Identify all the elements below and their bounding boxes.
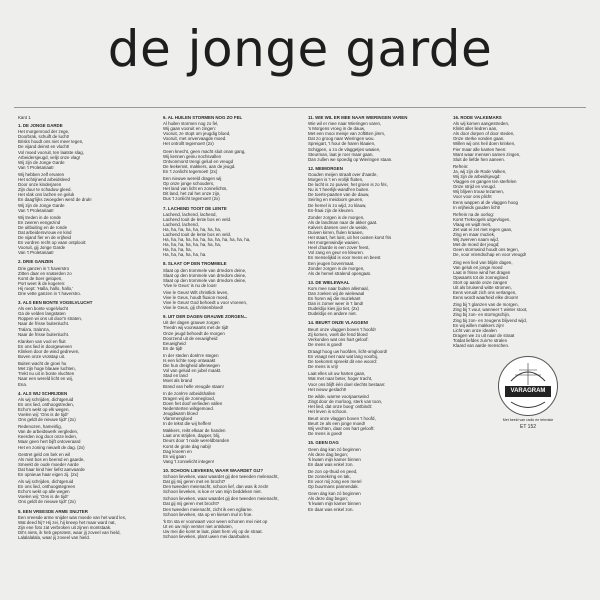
song-block [453, 115, 588, 348]
song-stanza: Het morgenrood der zege, Doorbrak, schuift de lucht! Brisks houdt ons niet meer tegen, De vijand deinst en vlucht! Vol moed vooruit, ten laatste slag, Arbeidersjeugd, velijt onze vlag! Wij zijn de Jonge Garde Van 't Proletariaat! [18, 129, 84, 170]
song-title: 15. GEEN DAG [308, 440, 339, 446]
song-stanza: Als wij schrijden, dichtgeruid En ons lied, onthoogstreden, Echo's wekt op elk wegen, Voelen wij: 'Ons is de tijd!' Ons geldt de nieuwe tijd!' (2x) [18, 396, 76, 423]
song-stanza: Draagt hoog uw hoofden, licht-omgloord! En vraagt niet naar wat lang voorbij, De toekomst spreekt dit ene woord: De mens is vrij! [308, 348, 388, 370]
song-stanza: Geen dag kan zó beginnen Als deze dag begon; 'k kwam mijn kamer binnen En daar was enkel zon. [308, 446, 361, 467]
song-stanza: Zing een lied van blijde dagen, Van geluk en jonge moed Laat in frisse wind het dragen Opwaarts tot de zonnegloed Stort op aarde onze zangen Uit als bruisend witte stromen, Eens veruult zich ons verlangen, Eens wordt waarheid elke droom! [453, 259, 519, 301]
song-block [18, 391, 153, 505]
catalog-number: ET 152 [519, 424, 537, 431]
song-title: 7. LACHEND TOOIT DE LENTE [163, 205, 227, 211]
song-stanza: Makkers, reikt elkaar de handen Laat ons strijden, dapper, blij, Deurs door 't node wereldbranden Komt de grote dag nabij! Dag kroeën en En wij gaan Vang 't zonnelicht integen! [163, 428, 230, 464]
lyrics-column-1 [18, 115, 153, 593]
song-title: 16. RODE VALKEMARS [453, 115, 502, 120]
song-stanza: Laat elles uit uw harten gaan, Wat met naar beter, hoger tracht, Voor ons blijft één doel slechts bestaan: Het nieuw geslacht! [308, 371, 386, 392]
logo-wordmark: VARAGRAM [505, 386, 551, 397]
song-title: 14. BEURT ONZE VLAGGEN! [308, 320, 369, 326]
song-stanza: Een nieuwe wereld dragen wij Op onze jonge schouders, Het land van licht en zonnelichtn, Dit land, het zal het onze zijn, Dus 't zonlicht tegemoet! (2x) [163, 176, 228, 202]
record-label-block [493, 356, 563, 430]
song-stanza: Gestret geld om bek en wil Als mist bos en beemd en gaarde, Smeekt de oude moeder Aarde Dat haar kind hier liefst aanvaarde En opnieuw haar eigen zij. (2x) [18, 451, 85, 477]
song-stanza: Kom mee naar buiten allemaal, Dan zoeken wij de wielewaal En horen wij die muziekant Dan is zomer weer in 't land! Dudeldijo kies jijo tiet, (2x) Dudeldijo en andere niet. [308, 285, 369, 317]
song-block [163, 261, 298, 310]
song-block [163, 314, 298, 464]
song-stanza: Als een bonte vogelvlucht Ga de velden langstaten Roppen wi ons uit door'n straten, Naar de frisse buitenlucht. Trala'a, trala'a'a, Naar de frisse buitenlucht. [18, 306, 83, 337]
column-songs [308, 115, 443, 512]
lyrics-columns [18, 115, 588, 593]
logo-subtitle: Met beeld van radio en televisie [502, 418, 554, 423]
album-title: de jonge garde [107, 20, 493, 78]
song-block [308, 320, 443, 436]
song-title: 6. AL HUILEN STORMEN NOG ZO FEL [163, 115, 243, 120]
song-stanza: Gouden meijen straalt over d'aarde, Morgen is 't en vrolijk fluiten, De lucht is zo puivier, het groen is zo fris, Nu is 't heerlijk-wandl'en buiten. De toerts-paarten van de dauw, Seiring en meidoorn geuren, De hemel is zo wijd, zo klauw, En-fraai zijn de kleuren. [308, 171, 388, 213]
song-block [308, 440, 443, 511]
song-stanza: Lachend, lachend, lachend, Lachend tooit de lente bos en veld. Lachend, lachend, Ha, ha, ha, ha, ha, ha, ha, ha, Lachend tooit de lente bos en veld. Ha, ha, ha, ha, ha, ha, ha, ha, ha, ha, ha, ha, Ha, ha, ha, ha, ha, ha, ha, ha, Ha, ha, ha, ha, Ha, ha, ha, ha, ha, ha. [163, 211, 251, 258]
song-block [308, 115, 443, 162]
song-stanza: Zonder zorgen is de morgen, Als de landman naar de akker gaat. Kalvers dansen over de weide, Duiven kirren, flulen kraaien, Het staart, het luist, uit het oosten komt fris Het morgenwindje waaien. Heel d'aarde is een zover feest, Vol zang en geur en kleuren. En menselijkid is voor mens en beest Een jeugen bovenmaat. Zonder zorgen is de morgen, Als de hemel stralend opengaat. [308, 214, 392, 276]
song-stanza: Wie wil er mee naar Wieringen varen, 's Morgens vroeg in de dauw, Met een mooi meisje van zoftitten jimm, Dat zo groog naar Wieringen wou. Spreigart, 't hour de haren klaaien, Schigpen, u zo de vlaggetjes waaien, Steurman, laat je roer maar gaan, Dan zullen we spoedig op Wieringen staan. [308, 121, 393, 162]
song-stanza: In der steden donk're stegen Is een lichte roep ontwaakt Die hun dreigheid allerwegen Vol van geluid en jubel maakt. Stad en land Moet als brand Brand van helle vreugde staan! [163, 352, 224, 389]
song-block [163, 206, 298, 258]
song-stanza: Refrein na de oorlog: Komt Trekvogels uitgevlogen, Vlaag en wijdt meit, Zet wat ei zet met regen gaan, Zing en maar muziek, Wij zwerven naam wijd, Met de moed der jeugd; Geen stormwind houdt ons tegen, De, voor vriendschap en voor vreugd! [453, 211, 527, 258]
song-block [308, 280, 443, 317]
song-title: 11. WIE WIL ER MEE NAAR WIERINGEN VAREN [308, 115, 408, 120]
song-block [18, 259, 153, 296]
song-stanza: Geen knecht, geen macht sluit onan gang, Wij kennen geinu nochsvallen Ontvonmorst trengi gelud en vreugd De leekemst, makkers, aan de jeugd. En 't zonlicht tegemoet! (2x) [163, 148, 246, 174]
song-stanza: In de zonk're arbeidshallen Dragen wij de zonneglood, Doen het doof verlieden vallen Nedersterten wilsgemoed. Jeugdwarm bloed Vlammengloed In de tekst die wij heffen! [163, 390, 223, 427]
song-title: 3. ALS EEN BONTE VOGELVLUCHT [18, 300, 93, 306]
header-rule [14, 107, 586, 108]
song-title: 10. SCHOON LIEVEKEN, WAAR WAARDET GIJ? [163, 467, 264, 473]
song-stanza: De wilde, warme voorjaarswind Zingt door de morloog, sterk van toon, Het lied, dat onze boeg' ontbindt: Het leven is schoon. [308, 393, 383, 414]
song-title: 12. MEIMORGEN [308, 165, 343, 171]
song-stanza: 'k En sta er voorwaar! voor ween schonen mei niet op Ut en uw mijn verster niet ontsluten, Uw mei die komt te laat, plant hem vrij op de straat. Schoon lieveken, plant uwen mei daarbuiten. [163, 518, 268, 540]
song-stanza: Buiten wacht de groei hu Met zijn hoge blauwe luchten, Trekt nu uit in bonte vluchten Naar een wereld licht en wij, Ena. [18, 361, 76, 387]
song-title: 9. UIT DER DAGEN GRAUWE ZORGEN... [163, 314, 248, 320]
song-stanza: Beurt onze vlaggen boven 't hoofd! Zij komen, voelt die fend bloed Verkonden wat ons hart geloof: De mens is goed! [308, 326, 376, 347]
song-stanza: Beurt onze vlaggen boven 't hoofd, Beurt ze als een jonge moed! Wij vechten, daar ons hart gelooft: De mens is goed! [308, 416, 376, 437]
song-stanza: Een vreesde arme snijder was moede van het ward les, Wat deed hij? Hij zei, hij kneep het maar ward nat, Zijn ene foto zat verbroken uit zijnen montstaak. Dit's niets, ik heb geprotest, waar jij zoveel van hield, Lalalalalala, waar jij zoveel van hield. [18, 514, 127, 541]
song-stanza: Redenozen, hameirlig, Van de arbeidswerk vergleden, Keerden nog door onze leden, Maar geen hert bijft ontoveraard Het en zoning nieuwlt de dag. (2x) [18, 424, 85, 450]
song-stanza: Drie ganzen in 't haverstro Zitten daar en snaterden zo Komt de boer gelopen, Port weet ik de kogeren: Hij roept: 'Halla, hallo, hallo,' Drie vette ganzen in 't haverstro. [18, 265, 82, 296]
lyrics-column-4 [453, 115, 588, 593]
song-stanza: Geen dag kan zó beginnen Als deze dag begon; 'k kwam mijn kamer binnen En daar was enkel zon. [308, 491, 361, 512]
song-stanza: Refrein: Ja, wij zijn de Rode Valken, Wij zijn de arbeidsjeugd: Vlaggen en gangen ten sterfelen Onze strijd en vreugd. Wij blijven trouw tezamen, Voor voor ons plicht Eens wappen al de vlaggen hoog In vrijheids gouden licht! [453, 163, 518, 210]
song-stanza: Schoon lieveken, waar waardet gij den tweeden meienacht, Dat gij mij geren met brocht? Den tweeden meienacht, zicht ik een egliarne. Schoon lieveken, sta op en kiesen mul in froe. [163, 496, 279, 517]
song-title: 1. DE JONGE GARDE [18, 123, 63, 129]
song-stanza: Wij hebben zelf ervaren Het schrijnend arbeidsleed Door onze kinderjaren Zijn duur te schaduw gleed. Het vlak ons lachen en geluk En daag'lijks zwoegden werd de druk! Wij zijn de Jonge Garde Van 't Proletariaat! [18, 171, 92, 213]
song-stanza: Al huilen stormen nog zo fel, Wij gaan vooruit en zingen: Vooruit, ze stopt om jeugdig bloed, Vooruit, met onvervaagde moed. Het ontrollt tegemoet! (2x) [163, 121, 231, 147]
column-songs [18, 123, 153, 540]
song-stanza: Als wij schrijden, dichtgeruid En ons lied, onthoogstegreen Echo's wekt op alle wegen Voelen wij: 'Ons is de tijd!' Ons geldt de nieuwe tijd!' (2x) [18, 479, 76, 505]
song-title: 5. EEN VREESDE ARME SNIJTER [18, 508, 88, 514]
song-block [18, 509, 153, 541]
song-title: 2. DRIE GANZEN [18, 259, 54, 265]
song-title: 4. ALS WIJ SCHRIJDEN [18, 390, 68, 396]
song-stanza: De zon op-thuid en peed, De zonnekring en tak, En voor mij zong een merel Op buurmans pannendak. [308, 468, 362, 490]
song-block [308, 166, 443, 276]
song-block [163, 115, 298, 202]
lyrics-column-2 [163, 115, 298, 593]
song-title: 8. SLAAT OP DEN TROMMELE [163, 261, 227, 267]
song-stanza: Uit der dagen grauwe zorgen Treedn wij voorwaarts met de tijd! Onze jeugd behoedt de morgen Doorzend uit de eeuwigheid Eeuwigheid En de tijd! [163, 320, 229, 351]
song-stanza: Slaat op den trommele van drredom deine, Slaat op den trommele van drredom deine, Slaat op den trommele van drredom deine, 'Vive le Geus' is nu de loos! [163, 267, 247, 288]
lyrics-column-3 [308, 115, 443, 593]
song-block [18, 123, 153, 255]
song-stanza: Klanken van vool en fluit En ons lied in doorgeweven Klinken door de wind gedreven, Boven onze vrotstap uit. [18, 338, 80, 360]
song-stanza: Vive le Geus! Wilt christlick leven, Vive le Geus, houdt fluxion moed, Vive le Geus! God behoedt u voor vroeven, Vive le Geus, gij christenbloed! [163, 289, 248, 311]
song-title: 13. DE WIELEWAAL [308, 279, 350, 285]
side-label: Kant 1 [18, 115, 31, 120]
song-stanza: Als wij komen aangestreden, Klinkt aller liedren aan, Als door dorpen of door steden, Onze sterke vonden gaan. Willen wij ons heil doen krinken, Fier maar alle kanten heen: Want waar mensen samen zingen, Sluit de liefde hen aaneen. [453, 121, 521, 162]
varagram-logo [498, 356, 558, 416]
column-songs [453, 115, 588, 348]
column-songs [163, 115, 298, 539]
song-stanza: Schoon lieveken, waar waardet gij den tweeden melenacht, Dat gij mij geren met en brocht? Den tweeden meienacht, schoon lief, dan was ik zeck! Schoon lieveken, is koe er van mijn beddeken niet. [163, 474, 279, 495]
song-block [163, 468, 298, 539]
song-block [18, 300, 153, 387]
song-stanza: Wij treden in de ronde En zweren eengezind De uitbuiting en de ronde Dat arbeidersvrouw en kind De vijand fier en de vrijheid En vordren recht op vaan ontplooit: Vooruit, gij Jonge Garde Van 't Proletariaat! [18, 214, 87, 256]
song-stanza: Zing bij 't glanzen van de morgen, Zing bij 't vuur, wanneer 't winter stoot, Zing bij zon- en stormgschijn, Zing bij zon- en zeugens blijvend wijd, En wij willen makkers zijn! Licht van onze idealen Dragen we zo uit naar de straat Totdat liefdes zuiv're stralen Klaard van aarde menschen. [453, 302, 528, 349]
